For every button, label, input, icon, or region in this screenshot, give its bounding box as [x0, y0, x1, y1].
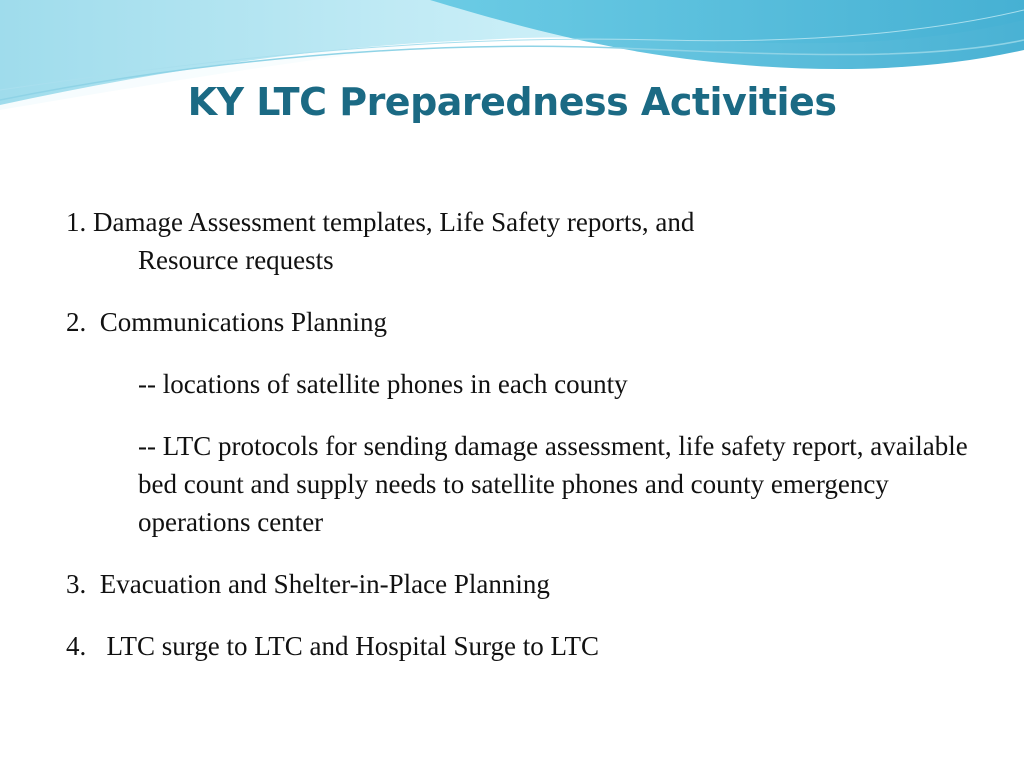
list-item-text: Communications Planning	[99, 307, 387, 337]
list-item-3	[66, 565, 996, 603]
list-item-line2: Resource requests	[138, 245, 334, 275]
slide-title: KY LTC Preparedness Activities	[187, 80, 837, 124]
sub-item-2: -- LTC protocols for sending damage assessment, life safety report, available bed count and supply needs to satellite phones and county emergency operations center	[138, 431, 968, 537]
list-number: 1.	[66, 207, 93, 237]
list-item-4	[66, 627, 996, 665]
list-item-1	[66, 203, 996, 279]
slide-content	[66, 203, 996, 665]
list-item-text: LTC surge to LTC and Hospital Surge to LTC	[106, 631, 600, 661]
list-item-line1: Damage Assessment templates, Life Safety reports, and	[93, 207, 695, 237]
list-number: 3.	[66, 569, 100, 599]
list-number: 2.	[66, 307, 100, 337]
sub-item-1: -- locations of satellite phones in each county	[138, 369, 628, 399]
list-number: 4.	[66, 631, 107, 661]
list-item-2	[66, 303, 996, 341]
list-item-text: Evacuation and Shelter-in-Place Planning	[99, 569, 550, 599]
list-item-text	[66, 203, 694, 279]
